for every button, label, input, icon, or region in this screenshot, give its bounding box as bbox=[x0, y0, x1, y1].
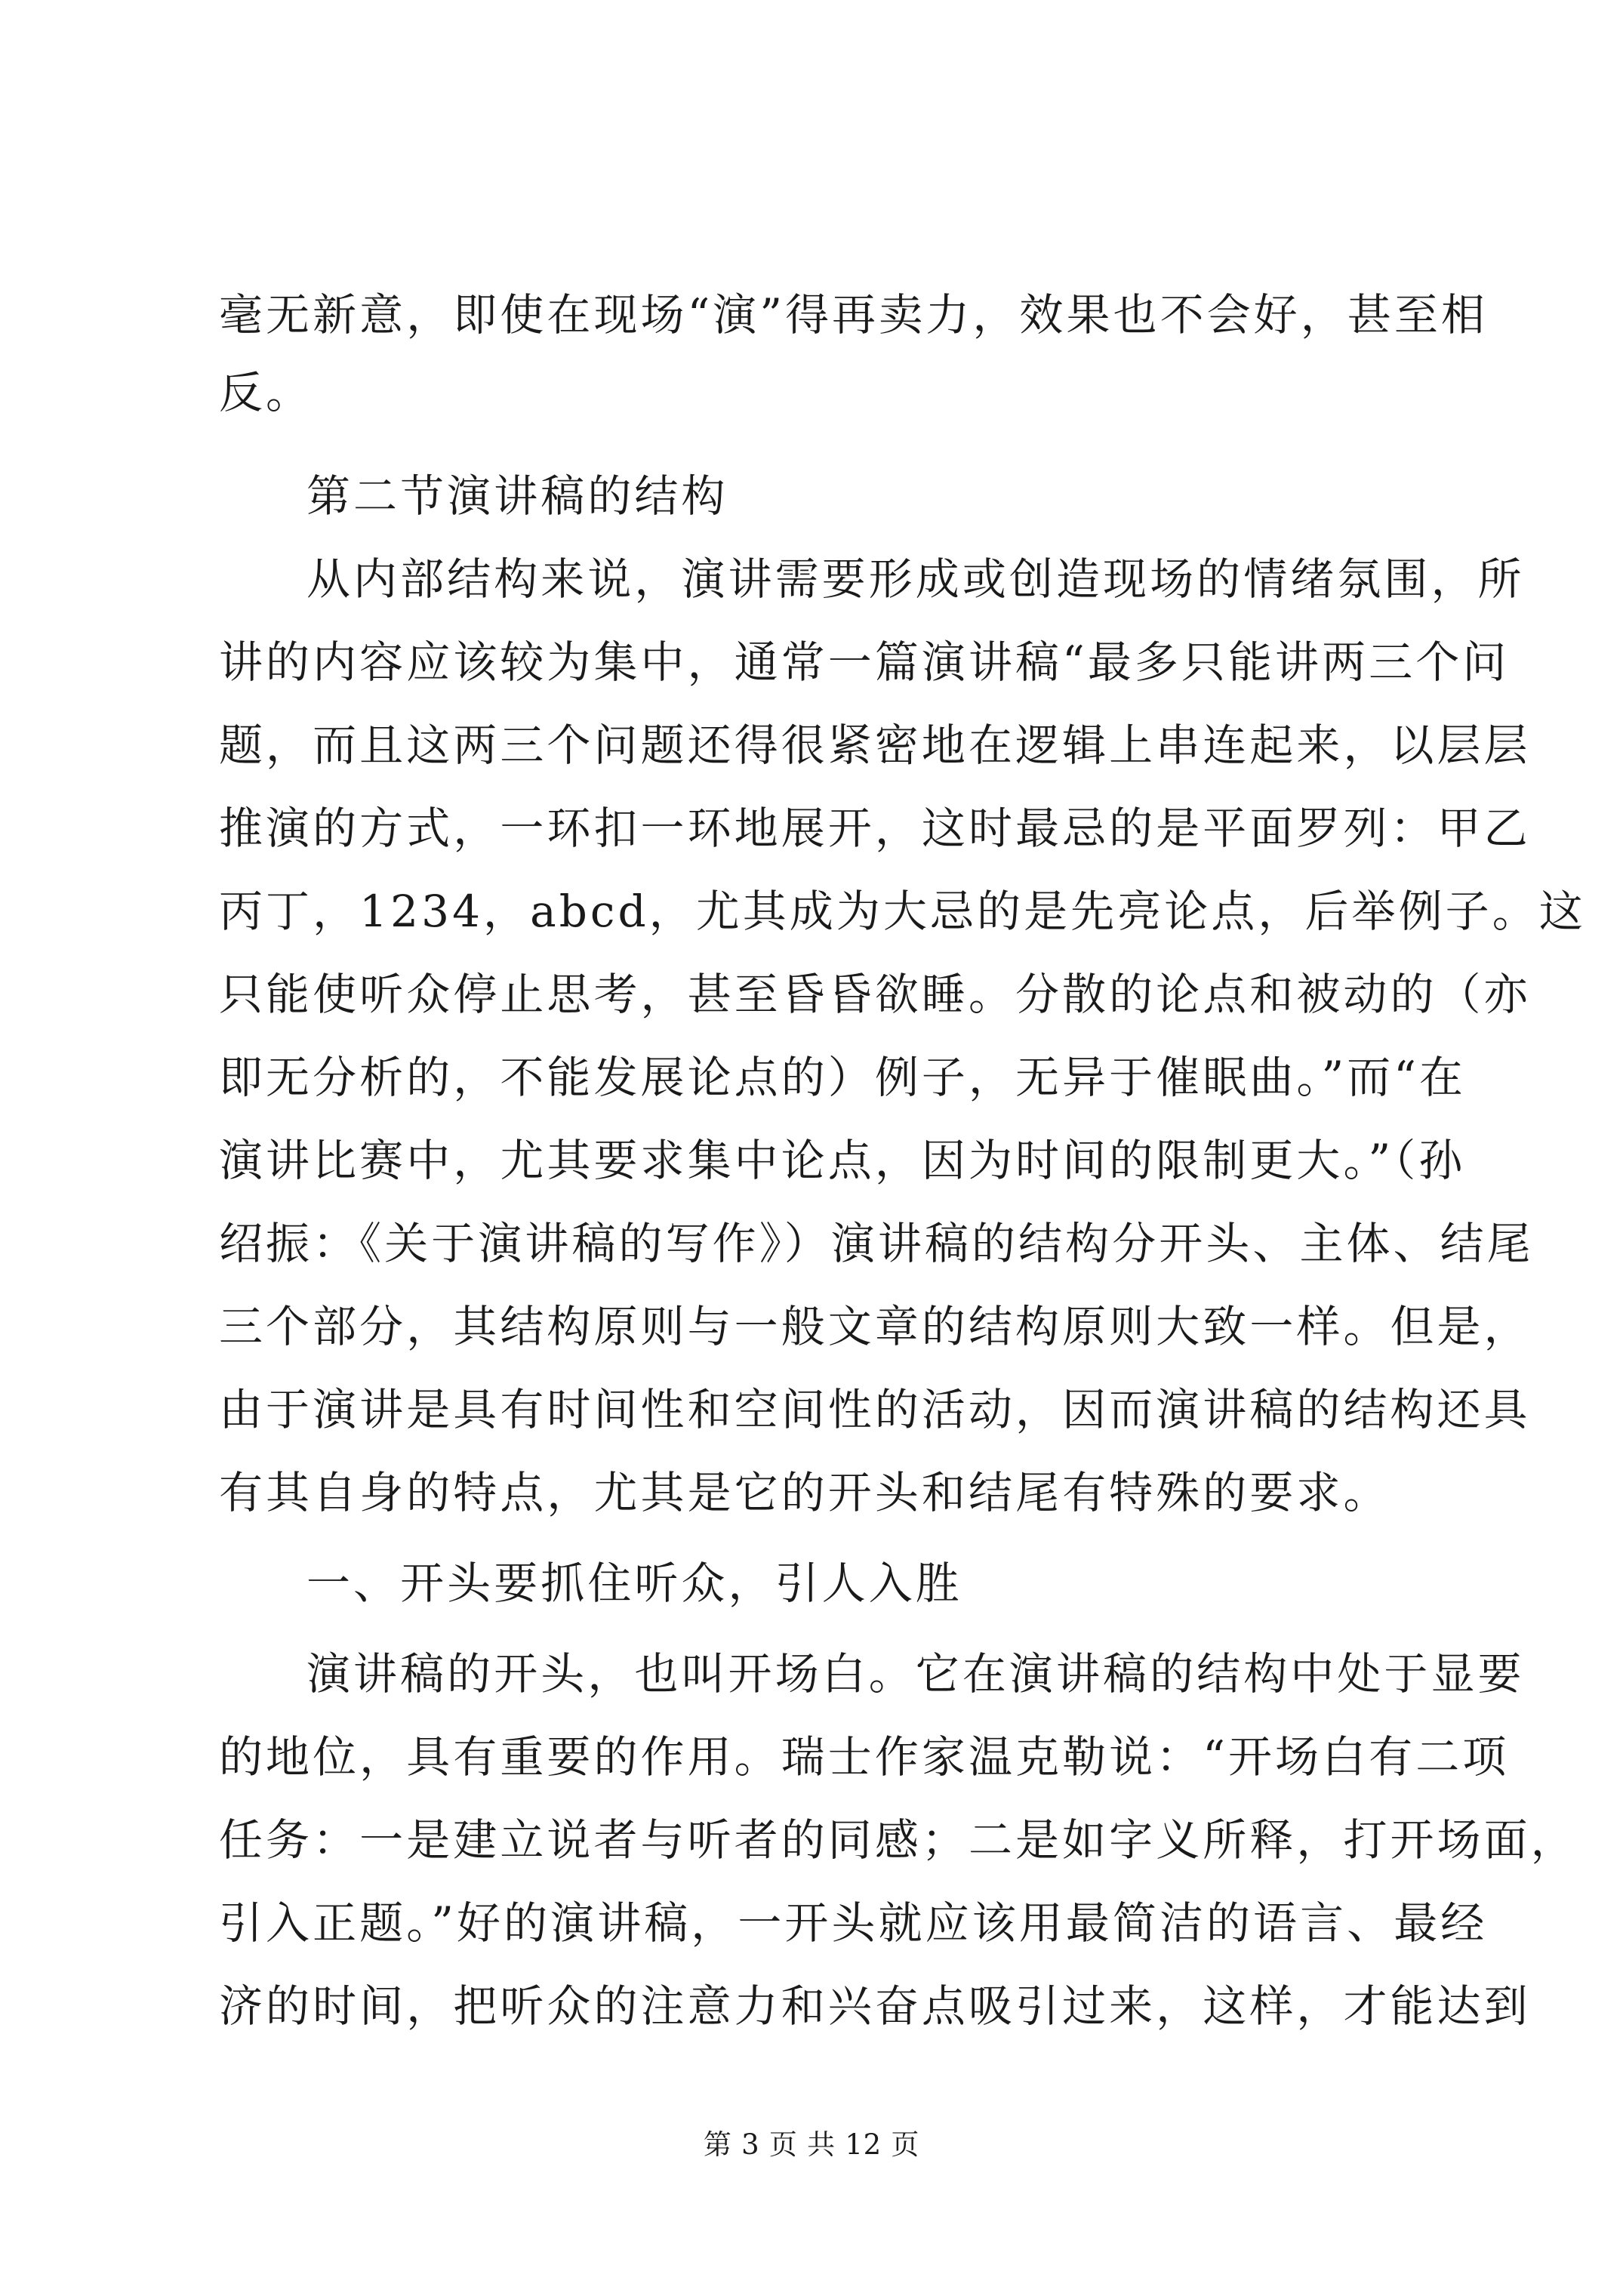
text-line: 即无分析的，不能发展论点的）例子，无异于催眠曲。”而“在 bbox=[219, 1052, 1466, 1103]
text-line: 绍振：《关于演讲稿的写作》）演讲稿的结构分开头、主体、结尾 bbox=[219, 1218, 1534, 1269]
subsection-heading: 一、开头要抓住听众，引人入胜 bbox=[306, 1558, 962, 1609]
text-line: 演讲比赛中，尤其要求集中论点，因为时间的限制更大。”（孙 bbox=[219, 1135, 1466, 1186]
text-line: 济的时间，把听众的注意力和兴奋点吸引过来，这样，才能达到 bbox=[219, 1980, 1531, 2032]
text-line: 的地位，具有重要的作用。瑞士作家温克勒说：“开场白有二项 bbox=[219, 1731, 1510, 1783]
text-line: 引入正题。”好的演讲稿，一开头就应该用最简洁的语言、最经 bbox=[219, 1897, 1488, 1949]
text-line: 三个部分，其结构原则与一般文章的结构原则大致一样。但是， bbox=[219, 1301, 1531, 1352]
page-footer bbox=[0, 2122, 1623, 2162]
text-line: 由于演讲是具有时间性和空间性的活动，因而演讲稿的结构还具 bbox=[219, 1384, 1531, 1435]
text-line: 从内部结构来说，演讲需要形成或创造现场的情绪氛围，所 bbox=[306, 553, 1525, 605]
text-line: 只能使听众停止思考，甚至昏昏欲睡。分散的论点和被动的（亦 bbox=[219, 969, 1531, 1020]
section-heading: 第二节演讲稿的结构 bbox=[306, 470, 728, 522]
page-number-label: 第 3 页 共 12 页 bbox=[703, 2128, 920, 2161]
text-line: 任务：一是建立说者与听者的同感；二是如字义所释，打开场面， bbox=[219, 1814, 1578, 1866]
text-line: 反。 bbox=[219, 367, 313, 418]
text-line: 毫无新意，即使在现场“演”得再卖力，效果也不会好，甚至相 bbox=[219, 289, 1488, 341]
text-line: 丙丁，1234，abcd，尤其成为大忌的是先亮论点，后举例子。这 bbox=[219, 886, 1586, 937]
text-line: 题，而且这两三个问题还得很紧密地在逻辑上串连起来，以层层 bbox=[219, 720, 1531, 771]
text-line: 有其自身的特点，尤其是它的开头和结尾有特殊的要求。 bbox=[219, 1467, 1390, 1518]
text-line: 演讲稿的开头，也叫开场白。它在演讲稿的结构中处于显要 bbox=[306, 1648, 1525, 1700]
text-line: 推演的方式，一环扣一环地展开，这时最忌的是平面罗列：甲乙 bbox=[219, 803, 1531, 854]
text-line: 讲的内容应该较为集中，通常一篇演讲稿“最多只能讲两三个问 bbox=[219, 636, 1510, 688]
